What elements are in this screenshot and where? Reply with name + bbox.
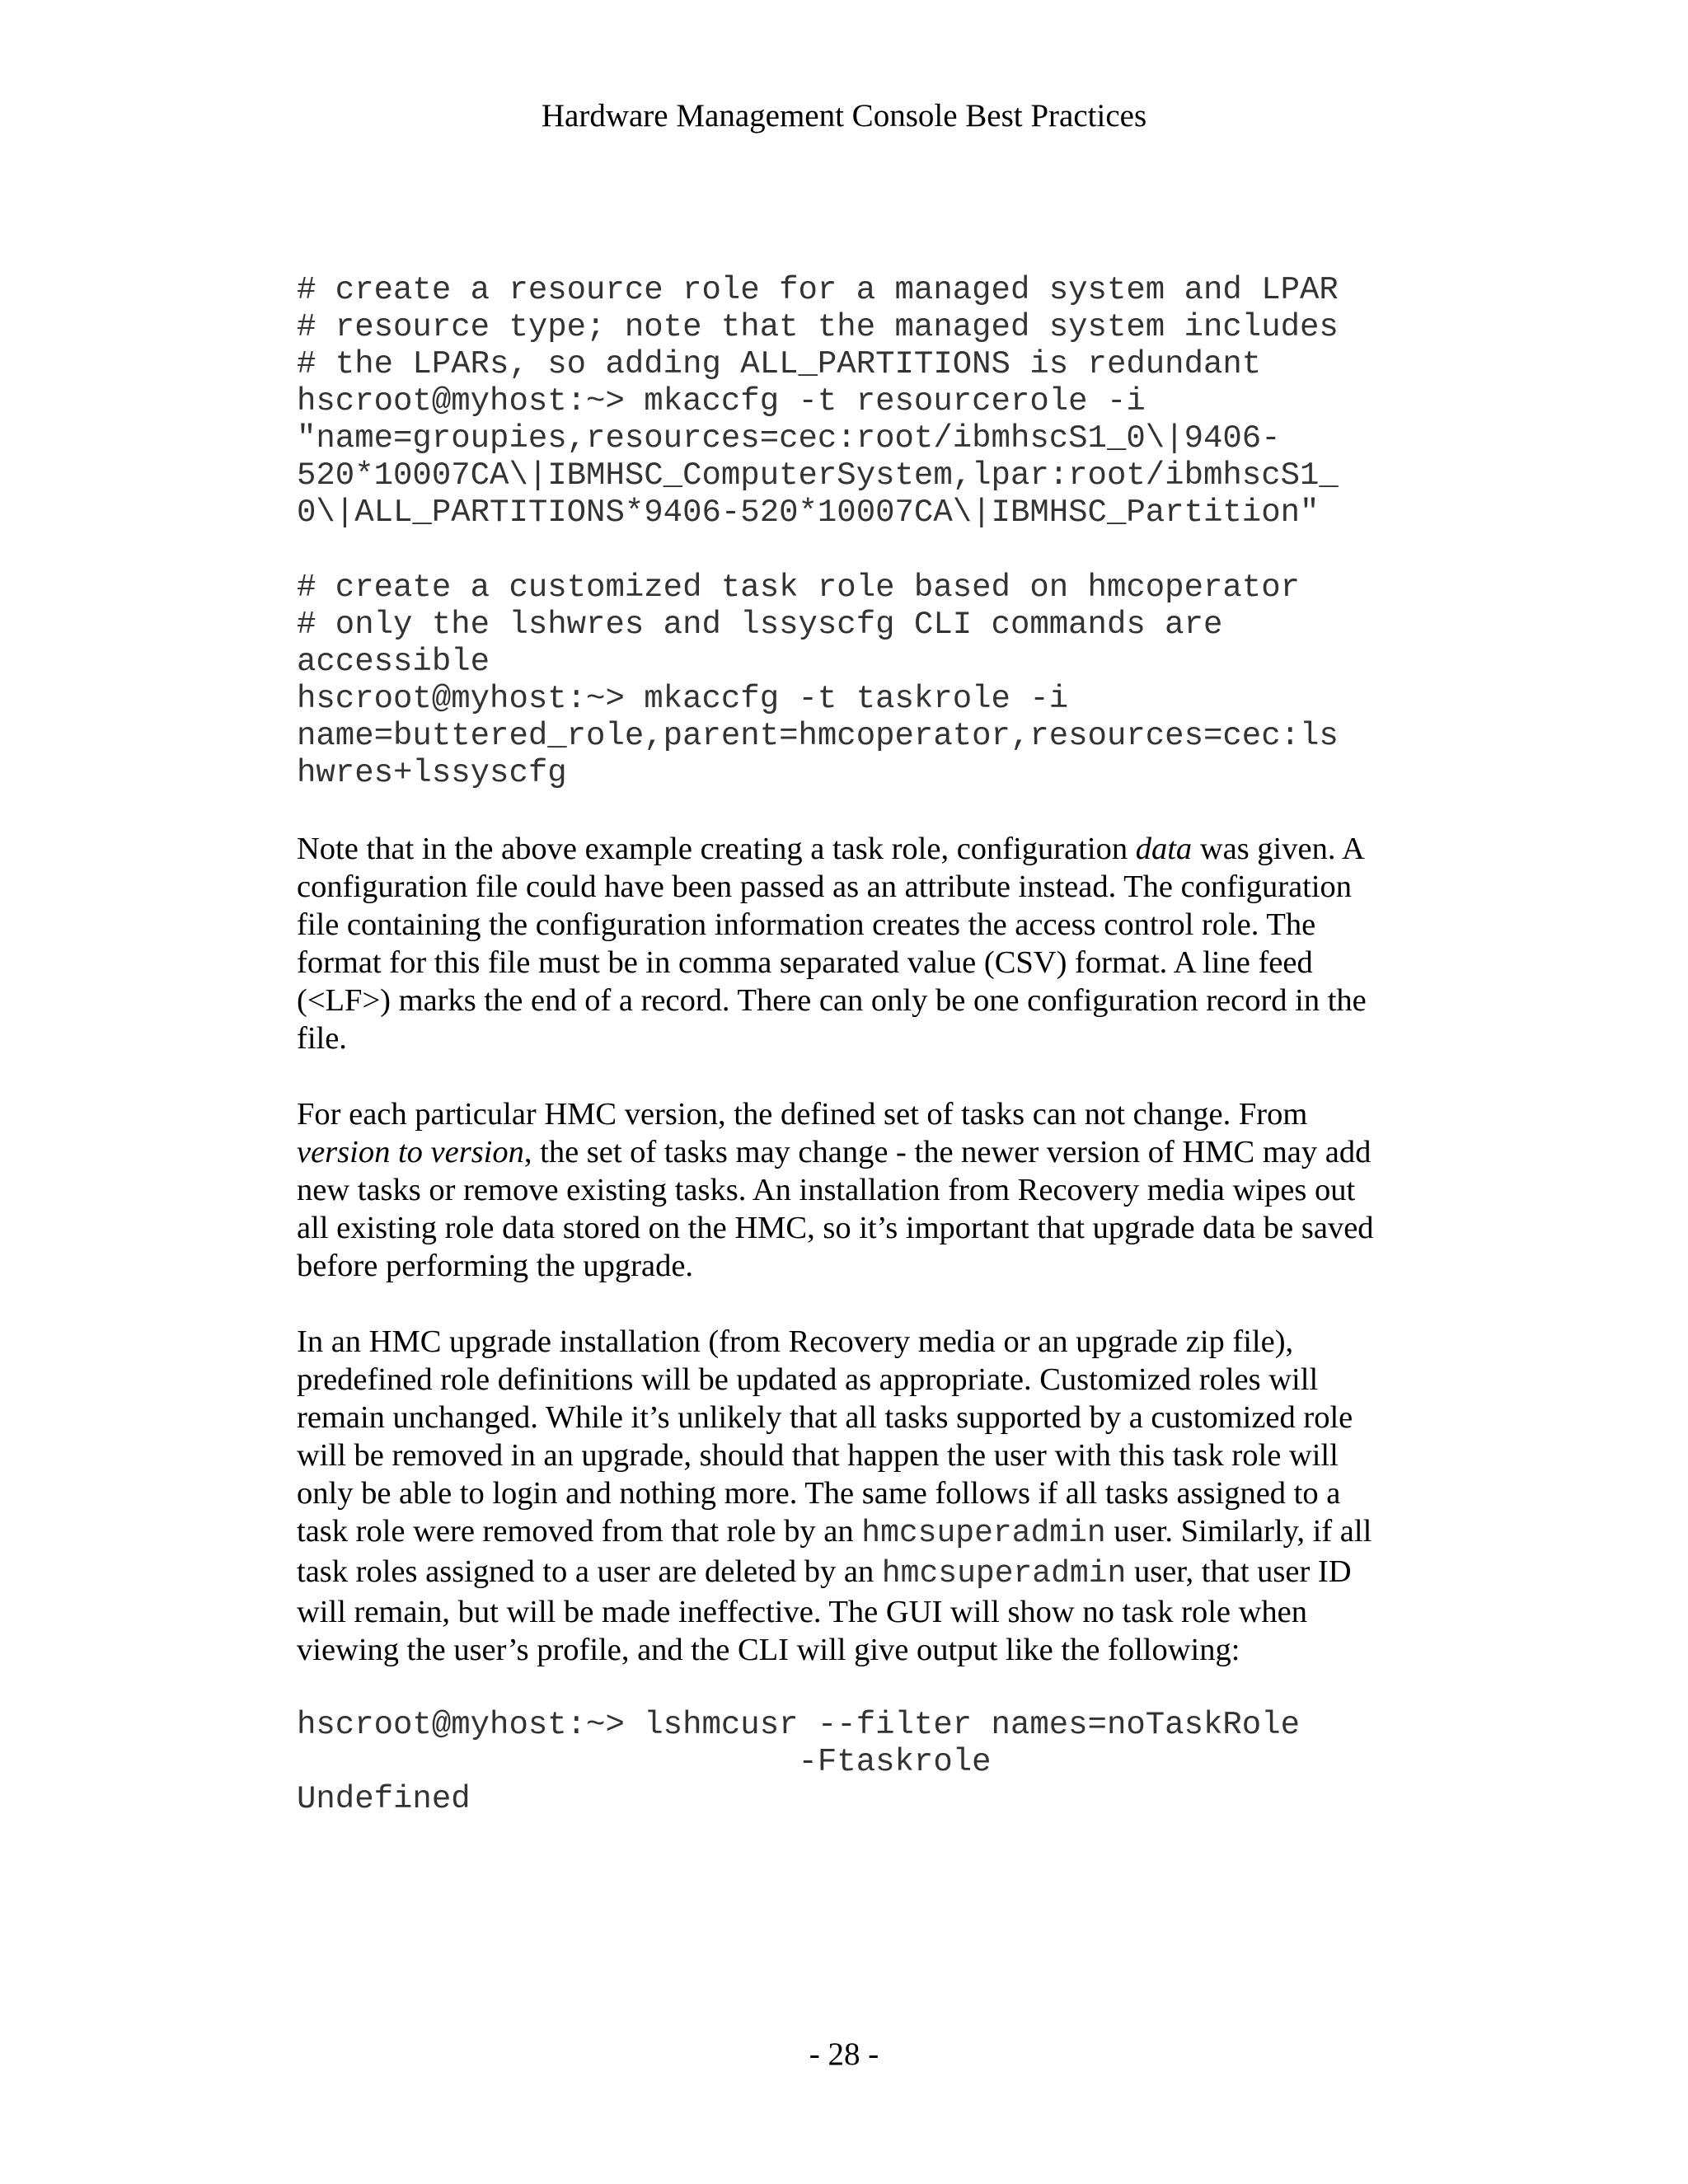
paragraph-text: Note that in the above example creating a task role, configuration [297,832,1136,866]
spacer [297,792,1393,830]
paragraph-text: , the set of tasks may change - the newer version of HMC may add new tasks or remove existing tasks. An installation from Recovery media wipes out all existing role data stored on the HMC, so it’s important that upgrade data be saved before performing the upgrade. [297,1135,1374,1283]
code-line: hscroot@myhost:~> mkaccfg -t taskrole -i [297,681,1069,717]
code-line: # the LPARs, so adding ALL_PARTITIONS is redundant [297,346,1262,382]
spacer [297,1669,1393,1707]
code-line: # create a customized task role based on hmcoperator [297,569,1300,606]
paragraph-text: was given. A configuration file could have been passed as an attribute instead. The configuration file containing the configuration information creates the access control role. The format for this file must be in comma separated value (CSV) format. A line feed (<LF>) marks the end of a record. There can only be one configuration record in the file. [297,832,1367,1056]
paragraph-text: For each particular HMC version, the defined set of tasks can not change. From [297,1097,1308,1132]
code-line: hscroot@myhost:~> mkaccfg -t resourcerole -i [297,383,1146,419]
paragraph-text: user, that user ID will remain, but will be made ineffective. The GUI will show no task role when viewing the user’s profile, and the CLI will give output like the following: [297,1554,1352,1667]
code-line: name=buttered_role,parent=hmcoperator,resources=cec:ls [297,718,1339,754]
page-number: - 28 - [809,2036,879,2072]
emphasis-text: version to version [297,1135,524,1169]
spacer [297,1057,1393,1095]
code-line: "name=groupies,resources=cec:root/ibmhscS1_0\|9406- [297,420,1281,457]
paragraph-upgrade-installation [297,1323,1393,1669]
code-line: # create a resource role for a managed system and LPAR [297,272,1339,308]
code-block-lshmcusr [297,1707,1393,1818]
code-line: 520*10007CA\|IBMHSC_ComputerSystem,lpar:root/ibmhscS1_ [297,457,1339,494]
code-line: # resource type; note that the managed system includes [297,309,1339,345]
code-line: Undefined [297,1781,471,1817]
page-content [297,272,1393,1818]
paragraph-hmc-version [297,1095,1393,1285]
code-block-task-role [297,569,1393,792]
code-line: 0\|ALL_PARTITIONS*9406-520*10007CA\|IBMHSC_Partition" [297,494,1320,531]
code-line: hscroot@myhost:~> lshmcusr --filter names=noTaskRole [297,1707,1300,1743]
paragraph-config-file [297,830,1393,1057]
emphasis-text: data [1135,832,1193,866]
spacer [297,532,1393,569]
paragraph-text: user. Similarly, if all task roles assigned to a user are deleted by an [297,1514,1372,1589]
code-line: -Ftaskrole [297,1744,992,1780]
code-block-resource-role [297,272,1393,532]
spacer [297,1285,1393,1323]
code-line: hwres+lssyscfg [297,755,567,791]
code-line: accessible [297,644,490,680]
inline-code: hmcsuperadmin [881,1556,1127,1591]
running-header: Hardware Management Console Best Practices [541,98,1147,134]
code-line: # only the lshwres and lssyscfg CLI commands are [297,607,1223,643]
paragraph-text: In an HMC upgrade installation (from Recovery media or an upgrade zip file), predefined role definitions will be updated as appropriate. Customized roles will remain unchanged. While it’s unlikely that all tasks supported by a customized role will be removed in an upgrade, should that happen the user with this task role will only be able to login and nothing more. The same follows if all tasks assigned to a task role were removed from that role by an [297,1324,1353,1549]
inline-code: hmcsuperadmin [861,1516,1106,1551]
